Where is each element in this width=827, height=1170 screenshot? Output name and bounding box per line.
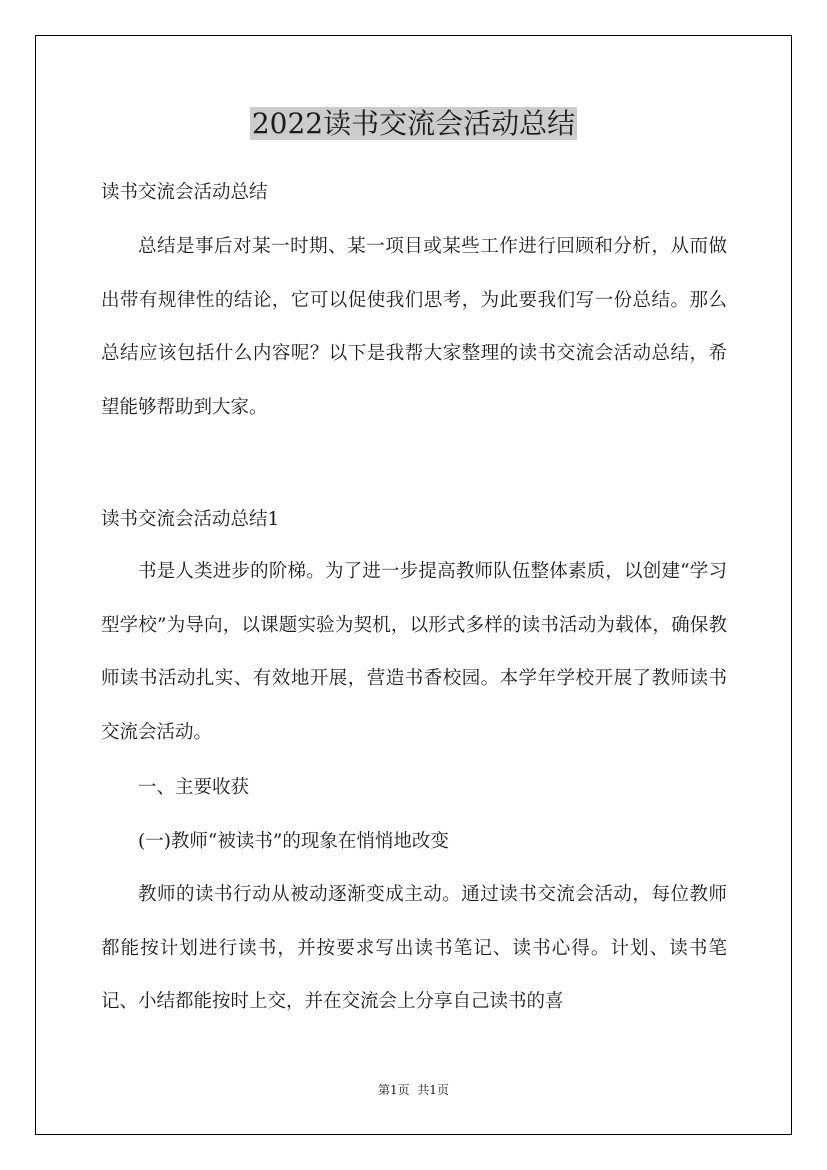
section-heading: 读书交流会活动总结1 <box>101 509 280 530</box>
document-title-text: 2022读书交流会活动总结 <box>251 107 576 140</box>
subheading-item: (一)教师“被读书”的现象在悄悄地改变 <box>138 831 449 852</box>
document-subtitle: 读书交流会活动总结 <box>101 182 268 203</box>
page-footer: 第1页 共1页 <box>378 1083 449 1097</box>
document-title <box>0 104 827 144</box>
body-paragraph: 教师的读书行动从被动逐渐变成主动。通过读书交流会活动，每位教师都能按计划进行读书，并按要求写出读书笔记、读书心得。计划、读书笔记、小结都能按时上交，并在交流会上分享自己读书的喜 <box>101 884 727 1012</box>
subheading-main: 一、主要收获 <box>138 777 250 798</box>
section-paragraph: 书是人类进步的阶梯。为了进一步提高教师队伍整体素质，以创建“学习型学校”为导向，以课题实验为契机，以形式多样的读书活动为载体，确保教师读书活动扎实、有效地开展，营造书香校园。本学年学校开展了教师读书交流会活动。 <box>101 561 727 743</box>
intro-paragraph: 总结是事后对某一时期、某一项目或某些工作进行回顾和分析，从而做出带有规律性的结论，它可以促使我们思考，为此要我们写一份总结。那么总结应该包括什么内容呢？以下是我帮大家整理的读书交流会活动总结，希望能够帮助到大家。 <box>101 236 727 418</box>
